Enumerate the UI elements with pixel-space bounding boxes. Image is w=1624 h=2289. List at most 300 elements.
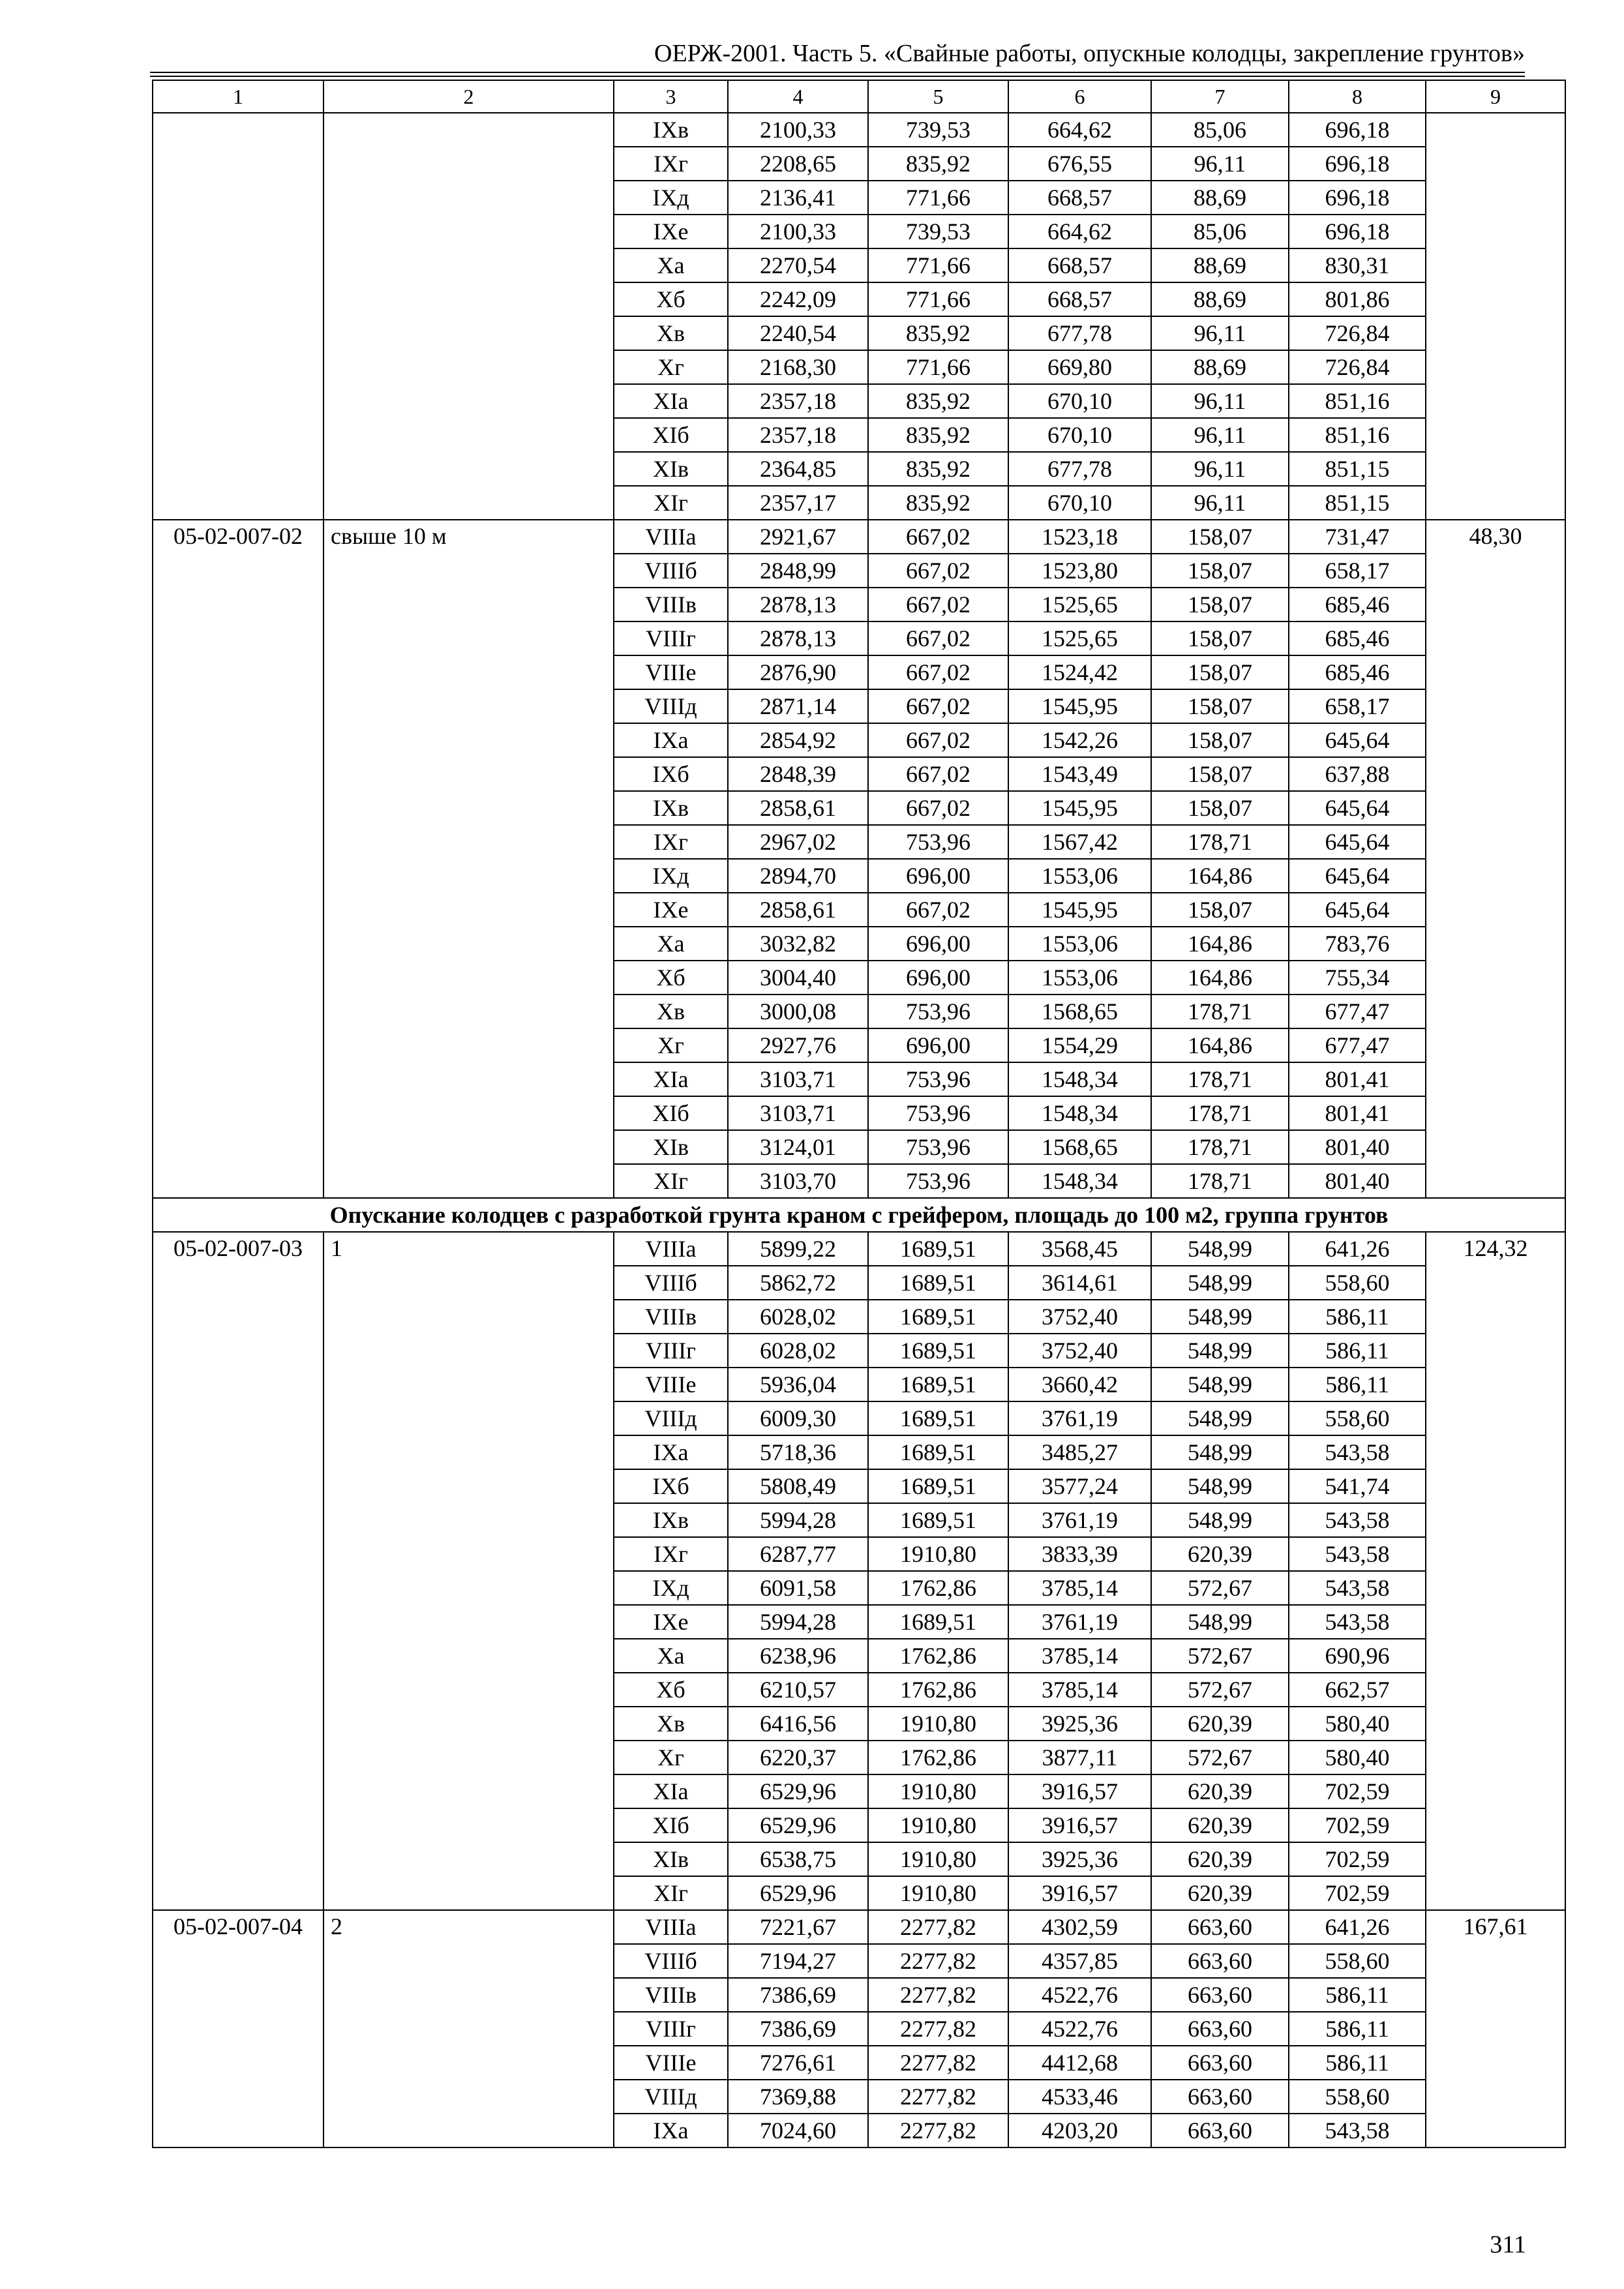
soil-group: IXб (614, 757, 728, 791)
operator-wages: 158,07 (1151, 723, 1289, 757)
operator-wages: 548,99 (1151, 1605, 1289, 1639)
soil-group: IXв (614, 1503, 728, 1537)
total-cost: 6238,96 (728, 1639, 868, 1673)
soil-group: VIIIе (614, 2046, 728, 2080)
total-cost: 3103,71 (728, 1062, 868, 1096)
materials-cost: 641,26 (1289, 1232, 1426, 1266)
total-cost: 2927,76 (728, 1028, 868, 1062)
column-number: 8 (1289, 80, 1426, 113)
labor-cost: 1910,80 (868, 1808, 1008, 1842)
operator-wages: 548,99 (1151, 1435, 1289, 1469)
machine-cost: 4302,59 (1008, 1910, 1151, 1944)
operator-wages: 620,39 (1151, 1876, 1289, 1910)
operator-wages: 158,07 (1151, 554, 1289, 588)
labor-cost: 753,96 (868, 1096, 1008, 1130)
materials-cost: 662,57 (1289, 1673, 1426, 1707)
section-title: Опускание колодцев с разработкой грунта краном с грейфером, площадь до 100 м2, группа грунтов (153, 1198, 1565, 1232)
total-cost: 3103,71 (728, 1096, 868, 1130)
soil-group: IXе (614, 893, 728, 927)
soil-group: VIIIе (614, 655, 728, 689)
materials-cost: 726,84 (1289, 316, 1426, 350)
total-cost: 2357,17 (728, 486, 868, 520)
norm-code: 05-02-007-04 (153, 1910, 323, 2147)
labor-cost: 1762,86 (868, 1673, 1008, 1707)
page-number: 311 (1490, 2231, 1526, 2258)
operator-wages: 178,71 (1151, 1062, 1289, 1096)
total-cost: 6287,77 (728, 1537, 868, 1571)
soil-group: IXг (614, 825, 728, 859)
machine-cost: 677,78 (1008, 316, 1151, 350)
total-cost: 2168,30 (728, 350, 868, 384)
materials-cost: 558,60 (1289, 1944, 1426, 1978)
total-cost: 2208,65 (728, 147, 868, 181)
soil-group: Xг (614, 1028, 728, 1062)
machine-cost: 668,57 (1008, 181, 1151, 215)
table-row (153, 1232, 1565, 1266)
materials-cost: 543,58 (1289, 1571, 1426, 1605)
header-rule-top (150, 72, 1525, 73)
soil-group: VIIIв (614, 588, 728, 621)
machine-cost: 677,78 (1008, 452, 1151, 486)
soil-group: IXа (614, 2114, 728, 2147)
table-row (153, 1910, 1565, 1944)
labor-cost: 771,66 (868, 181, 1008, 215)
total-cost: 2136,41 (728, 181, 868, 215)
total-cost: 6529,96 (728, 1808, 868, 1842)
machine-cost: 1548,34 (1008, 1164, 1151, 1198)
machine-cost: 3785,14 (1008, 1639, 1151, 1673)
operator-wages: 158,07 (1151, 621, 1289, 655)
machine-cost: 670,10 (1008, 418, 1151, 452)
machine-cost: 1548,34 (1008, 1096, 1151, 1130)
machine-cost: 4533,46 (1008, 2080, 1151, 2114)
norm-description: свыше 10 м (323, 520, 614, 1198)
norm-code (153, 113, 323, 520)
materials-cost: 702,59 (1289, 1774, 1426, 1808)
soil-group: IXг (614, 147, 728, 181)
labor-cost: 696,00 (868, 859, 1008, 893)
materials-cost: 755,34 (1289, 961, 1426, 995)
labor-hours: 167,61 (1426, 1910, 1565, 2147)
machine-cost: 3785,14 (1008, 1673, 1151, 1707)
materials-cost: 543,58 (1289, 1537, 1426, 1571)
labor-cost: 696,00 (868, 927, 1008, 961)
labor-cost: 1689,51 (868, 1266, 1008, 1300)
norm-description: 2 (323, 1910, 614, 2147)
operator-wages: 96,11 (1151, 418, 1289, 452)
soil-group: IXг (614, 1537, 728, 1571)
machine-cost: 668,57 (1008, 248, 1151, 282)
soil-group: Xа (614, 1639, 728, 1673)
operator-wages: 164,86 (1151, 927, 1289, 961)
materials-cost: 637,88 (1289, 757, 1426, 791)
soil-group: VIIIд (614, 2080, 728, 2114)
machine-cost: 1548,34 (1008, 1062, 1151, 1096)
labor-cost: 1689,51 (868, 1503, 1008, 1537)
machine-cost: 4357,85 (1008, 1944, 1151, 1978)
operator-wages: 178,71 (1151, 825, 1289, 859)
soil-group: Xа (614, 927, 728, 961)
labor-cost: 667,02 (868, 554, 1008, 588)
operator-wages: 158,07 (1151, 655, 1289, 689)
total-cost: 2848,39 (728, 757, 868, 791)
soil-group: Xв (614, 1707, 728, 1741)
materials-cost: 645,64 (1289, 893, 1426, 927)
soil-group: IXв (614, 113, 728, 147)
operator-wages: 96,11 (1151, 316, 1289, 350)
materials-cost: 702,59 (1289, 1808, 1426, 1842)
total-cost: 6538,75 (728, 1842, 868, 1876)
total-cost: 2876,90 (728, 655, 868, 689)
operator-wages: 178,71 (1151, 1130, 1289, 1164)
total-cost: 6028,02 (728, 1334, 868, 1368)
soil-group: XIг (614, 1876, 728, 1910)
machine-cost: 3761,19 (1008, 1401, 1151, 1435)
total-cost: 6220,37 (728, 1741, 868, 1774)
materials-cost: 543,58 (1289, 1435, 1426, 1469)
machine-cost: 4522,76 (1008, 2012, 1151, 2046)
labor-cost: 1910,80 (868, 1876, 1008, 1910)
column-number: 2 (323, 80, 614, 113)
machine-cost: 664,62 (1008, 113, 1151, 147)
materials-cost: 851,16 (1289, 384, 1426, 418)
machine-cost: 1545,95 (1008, 689, 1151, 723)
labor-cost: 753,96 (868, 995, 1008, 1028)
total-cost: 2894,70 (728, 859, 868, 893)
materials-cost: 645,64 (1289, 723, 1426, 757)
materials-cost: 702,59 (1289, 1842, 1426, 1876)
labor-cost: 667,02 (868, 757, 1008, 791)
soil-group: Xг (614, 1741, 728, 1774)
materials-cost: 783,76 (1289, 927, 1426, 961)
total-cost: 7221,67 (728, 1910, 868, 1944)
labor-cost: 753,96 (868, 1130, 1008, 1164)
labor-cost: 1910,80 (868, 1774, 1008, 1808)
machine-cost: 1545,95 (1008, 893, 1151, 927)
operator-wages: 158,07 (1151, 791, 1289, 825)
soil-group: IXв (614, 791, 728, 825)
total-cost: 2878,13 (728, 588, 868, 621)
materials-cost: 801,40 (1289, 1164, 1426, 1198)
labor-cost: 835,92 (868, 147, 1008, 181)
materials-cost: 801,40 (1289, 1130, 1426, 1164)
operator-wages: 85,06 (1151, 113, 1289, 147)
operator-wages: 164,86 (1151, 961, 1289, 995)
total-cost: 5808,49 (728, 1469, 868, 1503)
machine-cost: 3577,24 (1008, 1469, 1151, 1503)
total-cost: 5899,22 (728, 1232, 868, 1266)
materials-cost: 558,60 (1289, 1266, 1426, 1300)
total-cost: 2858,61 (728, 893, 868, 927)
soil-group: IXе (614, 1605, 728, 1639)
soil-group: VIIIг (614, 621, 728, 655)
total-cost: 5936,04 (728, 1368, 868, 1401)
machine-cost: 1553,06 (1008, 927, 1151, 961)
materials-cost: 645,64 (1289, 825, 1426, 859)
operator-wages: 96,11 (1151, 147, 1289, 181)
materials-cost: 685,46 (1289, 655, 1426, 689)
column-number: 1 (153, 80, 323, 113)
total-cost: 6529,96 (728, 1774, 868, 1808)
operator-wages: 620,39 (1151, 1537, 1289, 1571)
labor-cost: 1762,86 (868, 1639, 1008, 1673)
materials-cost: 851,15 (1289, 452, 1426, 486)
operator-wages: 548,99 (1151, 1401, 1289, 1435)
materials-cost: 580,40 (1289, 1707, 1426, 1741)
soil-group: XIб (614, 418, 728, 452)
soil-group: IXб (614, 1469, 728, 1503)
materials-cost: 685,46 (1289, 621, 1426, 655)
total-cost: 6210,57 (728, 1673, 868, 1707)
labor-cost: 835,92 (868, 384, 1008, 418)
labor-cost: 2277,82 (868, 2046, 1008, 2080)
labor-cost: 753,96 (868, 1062, 1008, 1096)
labor-cost: 835,92 (868, 486, 1008, 520)
labor-cost: 753,96 (868, 825, 1008, 859)
total-cost: 2242,09 (728, 282, 868, 316)
total-cost: 2967,02 (728, 825, 868, 859)
operator-wages: 164,86 (1151, 859, 1289, 893)
labor-hours (1426, 113, 1565, 520)
machine-cost: 1553,06 (1008, 961, 1151, 995)
total-cost: 5862,72 (728, 1266, 868, 1300)
total-cost: 6091,58 (728, 1571, 868, 1605)
soil-group: VIIIе (614, 1368, 728, 1401)
materials-cost: 696,18 (1289, 147, 1426, 181)
operator-wages: 158,07 (1151, 520, 1289, 554)
total-cost: 6529,96 (728, 1876, 868, 1910)
total-cost: 3124,01 (728, 1130, 868, 1164)
soil-group: IXа (614, 723, 728, 757)
labor-cost: 1689,51 (868, 1334, 1008, 1368)
total-cost: 2878,13 (728, 621, 868, 655)
machine-cost: 3877,11 (1008, 1741, 1151, 1774)
soil-group: VIIIа (614, 1910, 728, 1944)
soil-group: XIб (614, 1808, 728, 1842)
soil-group: Xб (614, 1673, 728, 1707)
total-cost: 2848,99 (728, 554, 868, 588)
materials-cost: 801,41 (1289, 1062, 1426, 1096)
total-cost: 7276,61 (728, 2046, 868, 2080)
materials-cost: 690,96 (1289, 1639, 1426, 1673)
machine-cost: 3614,61 (1008, 1266, 1151, 1300)
operator-wages: 178,71 (1151, 995, 1289, 1028)
machine-cost: 1525,65 (1008, 621, 1151, 655)
soil-group: XIа (614, 1774, 728, 1808)
operator-wages: 663,60 (1151, 2012, 1289, 2046)
labor-cost: 771,66 (868, 282, 1008, 316)
operator-wages: 88,69 (1151, 181, 1289, 215)
materials-cost: 851,15 (1289, 486, 1426, 520)
norm-code: 05-02-007-03 (153, 1232, 323, 1910)
total-cost: 3004,40 (728, 961, 868, 995)
materials-cost: 830,31 (1289, 248, 1426, 282)
materials-cost: 586,11 (1289, 2012, 1426, 2046)
soil-group: VIIIв (614, 1300, 728, 1334)
labor-cost: 1910,80 (868, 1537, 1008, 1571)
machine-cost: 3916,57 (1008, 1774, 1151, 1808)
machine-cost: 668,57 (1008, 282, 1151, 316)
operator-wages: 663,60 (1151, 1944, 1289, 1978)
labor-cost: 753,96 (868, 1164, 1008, 1198)
operator-wages: 158,07 (1151, 893, 1289, 927)
machine-cost: 1554,29 (1008, 1028, 1151, 1062)
operator-wages: 620,39 (1151, 1842, 1289, 1876)
materials-cost: 726,84 (1289, 350, 1426, 384)
labor-cost: 2277,82 (868, 1944, 1008, 1978)
materials-cost: 645,64 (1289, 859, 1426, 893)
total-cost: 7369,88 (728, 2080, 868, 2114)
total-cost: 2100,33 (728, 215, 868, 248)
machine-cost: 3925,36 (1008, 1707, 1151, 1741)
soil-group: XIа (614, 1062, 728, 1096)
total-cost: 6416,56 (728, 1707, 868, 1741)
soil-group: XIв (614, 1130, 728, 1164)
operator-wages: 548,99 (1151, 1300, 1289, 1334)
machine-cost: 3752,40 (1008, 1334, 1151, 1368)
operator-wages: 178,71 (1151, 1164, 1289, 1198)
machine-cost: 1523,18 (1008, 520, 1151, 554)
materials-cost: 586,11 (1289, 1978, 1426, 2012)
operator-wages: 572,67 (1151, 1673, 1289, 1707)
total-cost: 2871,14 (728, 689, 868, 723)
operator-wages: 663,60 (1151, 2080, 1289, 2114)
total-cost: 7194,27 (728, 1944, 868, 1978)
materials-cost: 801,86 (1289, 282, 1426, 316)
machine-cost: 1567,42 (1008, 825, 1151, 859)
soil-group: VIIIб (614, 1266, 728, 1300)
machine-cost: 664,62 (1008, 215, 1151, 248)
labor-cost: 771,66 (868, 248, 1008, 282)
labor-cost: 1689,51 (868, 1435, 1008, 1469)
total-cost: 2270,54 (728, 248, 868, 282)
operator-wages: 96,11 (1151, 486, 1289, 520)
labor-cost: 1689,51 (868, 1401, 1008, 1435)
total-cost: 5994,28 (728, 1605, 868, 1639)
total-cost: 6009,30 (728, 1401, 868, 1435)
machine-cost: 670,10 (1008, 486, 1151, 520)
materials-cost: 586,11 (1289, 1300, 1426, 1334)
labor-cost: 667,02 (868, 520, 1008, 554)
materials-cost: 677,47 (1289, 995, 1426, 1028)
machine-cost: 3660,42 (1008, 1368, 1151, 1401)
operator-wages: 88,69 (1151, 248, 1289, 282)
soil-group: Xб (614, 961, 728, 995)
total-cost: 7386,69 (728, 2012, 868, 2046)
materials-cost: 801,41 (1289, 1096, 1426, 1130)
materials-cost: 558,60 (1289, 2080, 1426, 2114)
soil-group: XIг (614, 1164, 728, 1198)
norms-table (152, 80, 1566, 2148)
labor-cost: 1910,80 (868, 1707, 1008, 1741)
machine-cost: 1542,26 (1008, 723, 1151, 757)
materials-cost: 731,47 (1289, 520, 1426, 554)
operator-wages: 620,39 (1151, 1774, 1289, 1808)
operator-wages: 96,11 (1151, 384, 1289, 418)
soil-group: VIIIг (614, 2012, 728, 2046)
labor-cost: 771,66 (868, 350, 1008, 384)
total-cost: 3032,82 (728, 927, 868, 961)
materials-cost: 658,17 (1289, 554, 1426, 588)
materials-cost: 658,17 (1289, 689, 1426, 723)
total-cost: 6028,02 (728, 1300, 868, 1334)
labor-cost: 835,92 (868, 452, 1008, 486)
total-cost: 2240,54 (728, 316, 868, 350)
operator-wages: 164,86 (1151, 1028, 1289, 1062)
norm-description: 1 (323, 1232, 614, 1910)
materials-cost: 541,74 (1289, 1469, 1426, 1503)
column-number: 3 (614, 80, 728, 113)
total-cost: 2858,61 (728, 791, 868, 825)
labor-cost: 835,92 (868, 418, 1008, 452)
labor-cost: 2277,82 (868, 1910, 1008, 1944)
soil-group: IXа (614, 1435, 728, 1469)
labor-cost: 1689,51 (868, 1605, 1008, 1639)
norm-code: 05-02-007-02 (153, 520, 323, 1198)
soil-group: Xв (614, 316, 728, 350)
soil-group: Xг (614, 350, 728, 384)
machine-cost: 4522,76 (1008, 1978, 1151, 2012)
labor-cost: 1689,51 (868, 1300, 1008, 1334)
column-number: 9 (1426, 80, 1565, 113)
labor-cost: 835,92 (868, 316, 1008, 350)
machine-cost: 669,80 (1008, 350, 1151, 384)
operator-wages: 158,07 (1151, 588, 1289, 621)
operator-wages: 663,60 (1151, 2114, 1289, 2147)
machine-cost: 4412,68 (1008, 2046, 1151, 2080)
labor-cost: 2277,82 (868, 1978, 1008, 2012)
operator-wages: 663,60 (1151, 1910, 1289, 1944)
soil-group: IXд (614, 859, 728, 893)
soil-group: VIIIб (614, 1944, 728, 1978)
machine-cost: 676,55 (1008, 147, 1151, 181)
labor-cost: 2277,82 (868, 2080, 1008, 2114)
labor-hours: 48,30 (1426, 520, 1565, 1198)
soil-group: IXе (614, 215, 728, 248)
labor-cost: 1689,51 (868, 1469, 1008, 1503)
header-rule-bottom (150, 76, 1525, 77)
total-cost: 3000,08 (728, 995, 868, 1028)
materials-cost: 685,46 (1289, 588, 1426, 621)
operator-wages: 96,11 (1151, 452, 1289, 486)
soil-group: VIIIв (614, 1978, 728, 2012)
total-cost: 5994,28 (728, 1503, 868, 1537)
operator-wages: 178,71 (1151, 1096, 1289, 1130)
machine-cost: 1523,80 (1008, 554, 1151, 588)
column-number: 4 (728, 80, 868, 113)
machine-cost: 670,10 (1008, 384, 1151, 418)
labor-cost: 667,02 (868, 689, 1008, 723)
materials-cost: 586,11 (1289, 2046, 1426, 2080)
labor-cost: 667,02 (868, 791, 1008, 825)
soil-group: VIIIд (614, 689, 728, 723)
materials-cost: 543,58 (1289, 1605, 1426, 1639)
operator-wages: 620,39 (1151, 1707, 1289, 1741)
operator-wages: 620,39 (1151, 1808, 1289, 1842)
operator-wages: 572,67 (1151, 1741, 1289, 1774)
labor-cost: 739,53 (868, 215, 1008, 248)
materials-cost: 696,18 (1289, 215, 1426, 248)
column-number-row (153, 80, 1565, 113)
norm-description (323, 113, 614, 520)
column-number: 6 (1008, 80, 1151, 113)
soil-group: XIв (614, 1842, 728, 1876)
operator-wages: 85,06 (1151, 215, 1289, 248)
materials-cost: 641,26 (1289, 1910, 1426, 1944)
total-cost: 2357,18 (728, 418, 868, 452)
machine-cost: 1524,42 (1008, 655, 1151, 689)
labor-cost: 667,02 (868, 621, 1008, 655)
